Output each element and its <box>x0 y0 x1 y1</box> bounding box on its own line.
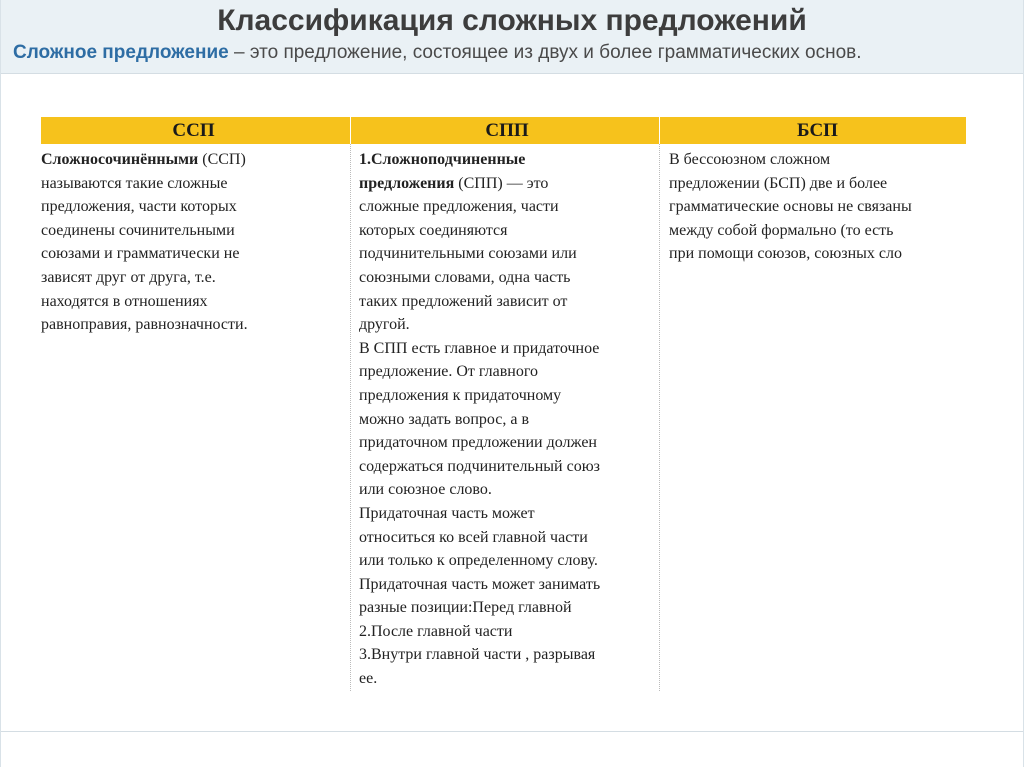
text-line: ее. <box>359 670 378 688</box>
definition-text: – это предложение, состоящее из двух и более грамматических основ. <box>228 42 862 63</box>
text-line: относиться ко всей главной части <box>359 528 588 546</box>
text-line: соединены сочинительными <box>41 221 235 239</box>
text-line: предложении (БСП) две и более <box>669 174 888 192</box>
table-header-row <box>41 117 966 144</box>
text-line: предложение. От главного <box>359 363 539 381</box>
text-line: содержаться подчинительный союз <box>359 457 600 475</box>
header-spp: СПП <box>350 117 659 144</box>
text-line: союзами и грамматически не <box>41 245 240 263</box>
text-line: предложения к придаточному <box>359 386 562 404</box>
ssp-term: Сложносочинёнными <box>41 151 199 168</box>
text-line <box>359 172 655 196</box>
text-line: В бессоюзном сложном <box>669 151 831 168</box>
text-line: другой. <box>359 316 410 334</box>
text-line: предложения, части которых <box>41 198 237 216</box>
text-line: или союзное слово. <box>359 481 492 499</box>
text-line: В СПП есть главное и придаточное <box>359 339 600 357</box>
spp-term-line1: 1.Сложноподчиненные <box>359 151 526 168</box>
definition-term: Сложное предложение <box>13 42 229 63</box>
ssp-term-rest: (ССП) <box>198 151 246 168</box>
text-line: 2.После главной части <box>359 622 513 640</box>
slide-title: Классификация сложных предложений <box>217 4 807 37</box>
definition-subtitle <box>13 42 862 64</box>
text-line: разные позиции:Перед главной <box>359 599 572 617</box>
bottom-divider <box>1 731 1023 732</box>
text-line: Придаточная часть может занимать <box>359 575 601 593</box>
header-ssp: ССП <box>172 120 215 141</box>
text-line: которых соединяются <box>359 221 508 239</box>
text-line: можно задать вопрос, а в <box>359 410 530 428</box>
text-line: грамматические основы не связаны <box>669 198 912 216</box>
text-line: при помощи союзов, союзных сло <box>669 245 902 263</box>
text-line: зависят друг от друга, т.е. <box>41 268 216 286</box>
text-line: или только к определенному слову. <box>359 552 598 570</box>
text-line: придаточном предложении должен <box>359 434 597 452</box>
text-line: сложные предложения, части <box>359 198 559 216</box>
table-body-row <box>41 144 966 691</box>
cell-spp <box>350 144 659 691</box>
header-bsp: БСП <box>659 117 966 144</box>
slide-header <box>1 0 1023 74</box>
text-line: между собой формально (то есть <box>669 221 894 239</box>
text-line: Придаточная часть может <box>359 504 535 522</box>
text-line: находятся в отношениях <box>41 292 208 310</box>
text-line <box>41 148 346 172</box>
text-line: союзными словами, одна часть <box>359 268 571 286</box>
text-line: называются такие сложные <box>41 174 228 192</box>
text-line: 3.Внутри главной части , разрывая <box>359 646 596 664</box>
text-line: подчинительными союзами или <box>359 245 577 263</box>
text-line: равноправия, равнозначности. <box>41 316 248 334</box>
classification-table <box>41 117 966 691</box>
spp-term-rest: (СПП) — это <box>454 174 549 192</box>
spp-term-line2: предложения <box>359 174 455 192</box>
cell-bsp <box>659 144 966 691</box>
cell-ssp <box>41 144 350 691</box>
text-line: таких предложений зависит от <box>359 292 568 310</box>
